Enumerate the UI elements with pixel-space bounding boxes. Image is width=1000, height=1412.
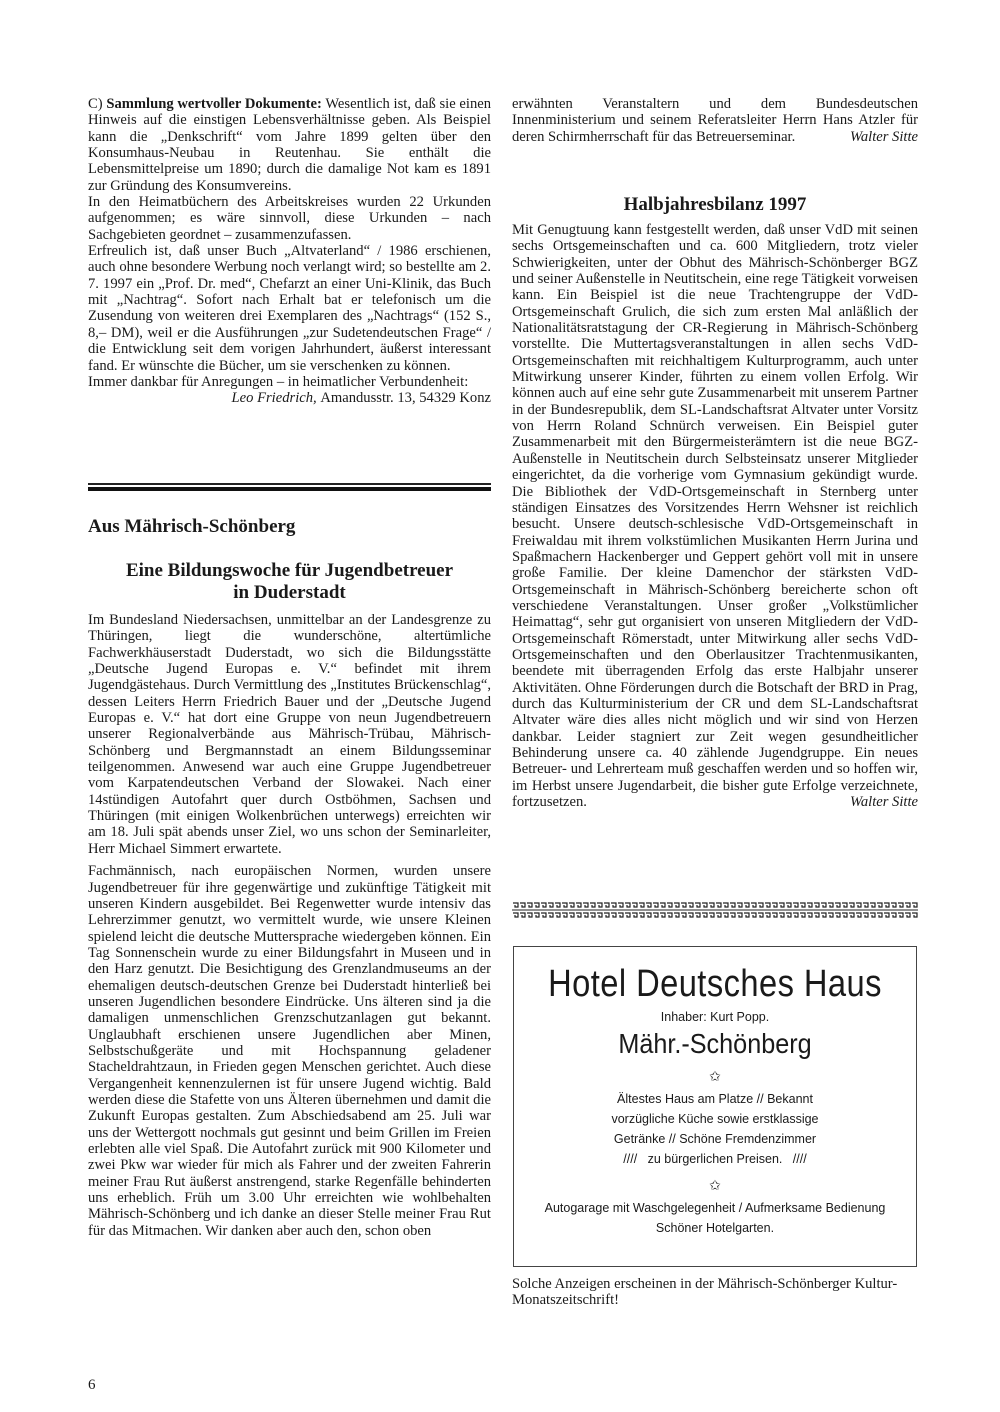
closing-text: Immer dankbar für Anregungen – in heimatlicher Verbundenheit:	[88, 373, 469, 390]
ad-city: Mähr.-Schönberg	[618, 1028, 812, 1059]
bold-lead: Sammlung wertvoller Dokumente:	[106, 96, 322, 112]
paragraph: Erfreulich ist, daß unser Buch „Altvaterland“ / 1986 erschienen, auch ohne besondere Werbung noch verlangt wird; so bestellte am 2. 7. 1997 ein „Prof. Dr. med“, Chefarzt an einer Uni-Klinik, das Buch mit „Nachtrag“. Sofort nach Erhalt bat er telefonisch um die Zusendung von weiteren drei Exemplaren des „Nachtrags“ (152 S., 8,– DM), weil er die Ausführungen „zur Sudetendeutschen Frage“ / die Entwicklung seit dem vorigen Jahrhundert, äußerst interessant fand. Er wünschte die Bücher, um sie verschenken zu können.	[88, 243, 491, 374]
ornament-pattern	[512, 901, 918, 919]
paragraph-text: Wesentlich ist, daß sie einen Hinweis auf die einstigen Lebensverhältnisse geben. Als Beispiel kann die „Denkschrift“ vom Jahre 1899 gelten über den Konsumhaus-Neubau in Reutenhau. Sie enthält die Lebensmittelpreise um 1890; durch die damalige Not kam es 1891 zur Gründung des Konsumvereins.	[88, 96, 492, 194]
star-icon: ✩	[709, 1068, 721, 1084]
article-title-line: Eine Bildungswoche für Jugendbetreuer	[125, 560, 454, 581]
ad-footer-line: Autogarage mit Waschgelegenheit / Aufmerksame Bedienung	[544, 1201, 886, 1215]
page-number: 6	[88, 1377, 96, 1393]
article-body	[512, 222, 918, 810]
closing-paragraph	[88, 373, 491, 407]
paragraph	[88, 96, 491, 194]
ad-feature-line: //// zu bürgerlichen Preisen. ////	[623, 1152, 807, 1166]
ad-feature-line: Getränke // Schöne Fremdenzimmer	[613, 1132, 817, 1146]
ad-footer-line: Schöner Hotelgarten.	[655, 1221, 775, 1235]
double-rule-divider	[88, 483, 491, 491]
paragraph-text: Mit Genugtuung kann festgestellt werden, daß unser VdD mit seinen sechs Ortsgemeinschaften und ca. 600 Mitgliedern, trotz vieler Schwierigkeiten, unter der Obhut des Mährisch-Schönberger BGZ und seiner Außenstelle in Neutitschein, eine rege Tätigkeit vorweisen kann. Ein Beispiel ist die neue Trachtengruppe der VdD-Ortsgemeinschaft Grulich, die sich zum ersten Mal anläßlich der Nationalitätsratstagung der CR-Regierung in Mährisch-Schönberg vorstellte. Die Muttertagsveranstaltungen in allen sechs VdD-Ortsgemeinschaften mit reichhaltigem Kulturprogramm, auch unter Mitwirkung unserer Kinder, führten zu einem vollen Erfolg. Wir können auch auf eine sehr gute Zusammenarbeit mit unserem Partner in der Bundesrepublik, dem SL-Landschaftsrat Altvater unter Vorsitz von Herrn Roland Schnürch verweisen. Ein Beispiel guter Zusammenarbeit mit den Bürgermeisterämtern ist die neue BGZ-Außenstelle in Neutitschein durch Selbsteinsatz unserer Mitglieder eingerichtet, da die vorherige vom Gymnasium gekündigt wurde. Die Bibliothek der VdD-Ortsgemeinschaft in Sternberg unter ständigen Einsatzes des Vorsitzendes Herrn Wehsner ist reichlich besucht. Unsere deutsch-schlesische VdD-Ortsgemeinschaft in Freiwaldau mit ihrem volkstümlichen Musikanten Herrn Jurina und Spaßmachern Hackenberger und Geppert gehört voll mit in unsere große Familie. Der kleine Damenchor der stärksten VdD-Ortsgemeinschaft in Mährisch-Schönberg bereicherte schon oft verschiedene Veranstaltungen. Unser großer „Volkstümlicher Heimattag“, sehr gut organisiert von unseren Mitgliedern der VdD-Ortsgemeinschaft Römerstadt, unter Mitwirkung aller sechs VdD-Ortsgemeinschaften und den Oberlausitzer Trachtenmusikanten, beendete mit überragenden Erfolg das erste Halbjahr unserer Aktivitäten. Ohne Förderungen durch die Botschaft der BRD in Prag, durch das Kulturministerium der CR und dem SL-Landschaftsrat Altvater wäre dies alles nicht möglich und wir sind von Herzen dankbar. Leider stagniert zur Zeit wegen gesundheitlicher Behinderung unsere ca. 40 zählende Jugendgruppe. Ein neues Betreuer- und Lehrerteam muß geschaffen werden und so hoffen wir, im Herbst unsere Jugendarbeit, die bisher gute Erfolge verzeichnete, fortzusetzen.	[512, 222, 918, 811]
article-title-line: in Duderstadt	[233, 582, 346, 603]
signature	[232, 390, 491, 406]
ad-features	[514, 1089, 916, 1169]
ad-owner: Inhaber: Kurt Popp.	[660, 1010, 770, 1024]
ad-feature-line: Ältestes Haus am Platze // Bekannt	[617, 1092, 813, 1106]
author-name: Leo Friedrich,	[231, 390, 317, 407]
ornamental-border	[512, 901, 918, 919]
collection-notes	[88, 96, 491, 407]
list-label: C)	[88, 96, 103, 112]
signature: Walter Sitte	[850, 128, 918, 145]
ad-title: Hotel Deutsches Haus	[548, 963, 882, 1005]
paragraph: Fachmännisch, nach europäischen Normen, wurden unsere Jugendbetreuer für ihre gegenwärtige und zukünftige Tätigkeit mit unseren Kindern ausgebildet. Bei Regenwetter wurde intensiv das Lehrerzimmer genutzt, wo vermittelt wurde, wie unsere Kleinen spielend leicht die deutsche Muttersprache wiedergeben können. Ein Tag Sonnenschein wurde zu einer Bildungsfahrt in Museen und in den Harz genutzt. Die Besichtigung des Grenzlandmuseums an der ehemaligen deutsch-deutschen Grenze bei Duderstadt hinterließ bei unseren Jugendlichen besondere Eindrücke. Uns älteren sind ja die damaligen unmenschlichen Grenzschutzanlagen gut bekannt. Unglaubhaft erschienen unsere Jugendlichen aber Minen, Selbstschußgeräte und mit Hochspannung geladener Stacheldrahtzaun, in Frieden gegen Menschen gerichtet. Auch diese Vergangenheit kennenzulernen ist für unsere Jugend wichtig. Bald werden diese die Stafette von uns Älteren übernehmen und damit die Zukunft Europas gestalten. Zum Abschiedsabend am 25. Juli war uns der Wettergott nochmals gut gesinnt und beim Grillen im Freien erlebten alle viel Spaß. Die Autofahrt zurück mit 900 Kilometer und zwei Pkw war wieder für mich als Fahrer und der zweiten Fahrerin meiner Frau Rut äußerst anstrengend, starke Regenfälle behinderten uns erheblich. Früh um 3.00 Uhr erreichten wie wohlbehalten Mährisch-Schönberg und ich danke an dieser Stelle meiner Frau Rut für das Mitmachen. Wir danken aber auch den, schon oben	[88, 863, 491, 1239]
ad-feature-line: vorzügliche Küche sowie erstklassige	[611, 1112, 819, 1126]
author-address: Amandusstr. 13, 54329 Konz	[320, 390, 491, 407]
ad-footer	[514, 1198, 916, 1238]
hotel-advertisement	[513, 946, 917, 1267]
paragraph: Im Bundesland Niedersachsen, unmittelbar an der Landesgrenze zu Thüringen, liegt die wunderschöne, altertümliche Fachwerkhäuserstadt Duderstadt, wo sich die Bildungsstätte „Deutsche Jugend Europas e. V.“ befindet mit ihrem Jugendgästehaus. Durch Vermittlung des „Institutes Brückenschlag“, dessen Leiters Herrn Friedrich Bauer und der „Deutsche Jugend Europas e. V.“ hat dort eine Gruppe von neun Jugendbetreuern unserer Regionalverbände aus Mährisch-Trübau, Mährisch-Schönberg und Bergmannstadt an einem Bildungsseminar teilgenommen. Anwesend war auch eine Gruppe Jugendbetreuer vom Karpatendeutschen Verband der Slowakei. Nach einer 14stündigen Autofahrt quer durch Ostböhmen, Sachsen und Thüringen (mit einigen Wolkenbrüchen unterwegs) erreichten wir am 18. Juli spät abends unser Ziel, wo uns schon der Seminarleiter, Herr Michael Simmert erwartete.	[88, 612, 491, 857]
section-title: Aus Mährisch-Schönberg	[88, 516, 296, 537]
article-continuation	[512, 96, 918, 145]
paragraph: In den Heimatbüchern des Arbeitskreises wurden 22 Urkunden aufgenommen; es wäre sinnvoll, diese Urkunden – nach Sachgebieten geordnet – zusammenzufassen.	[88, 194, 491, 243]
article-heading: Halbjahresbilanz 1997	[623, 194, 807, 215]
ad-caption: Solche Anzeigen erscheinen in der Mährisch-Schönberger Kultur-Monatszeitschrift!	[512, 1276, 898, 1309]
signature: Walter Sitte	[850, 794, 918, 811]
paragraph-text: erwähnten Veranstaltern und dem Bundesdeutschen Innenministerium und seinem Referatsleiter Herrn Hans Atzler für deren Schirmherrschaft für das Betreuerseminar.	[512, 96, 918, 145]
star-icon: ✩	[709, 1177, 721, 1193]
article-title	[88, 560, 491, 604]
article-body	[88, 612, 491, 1239]
